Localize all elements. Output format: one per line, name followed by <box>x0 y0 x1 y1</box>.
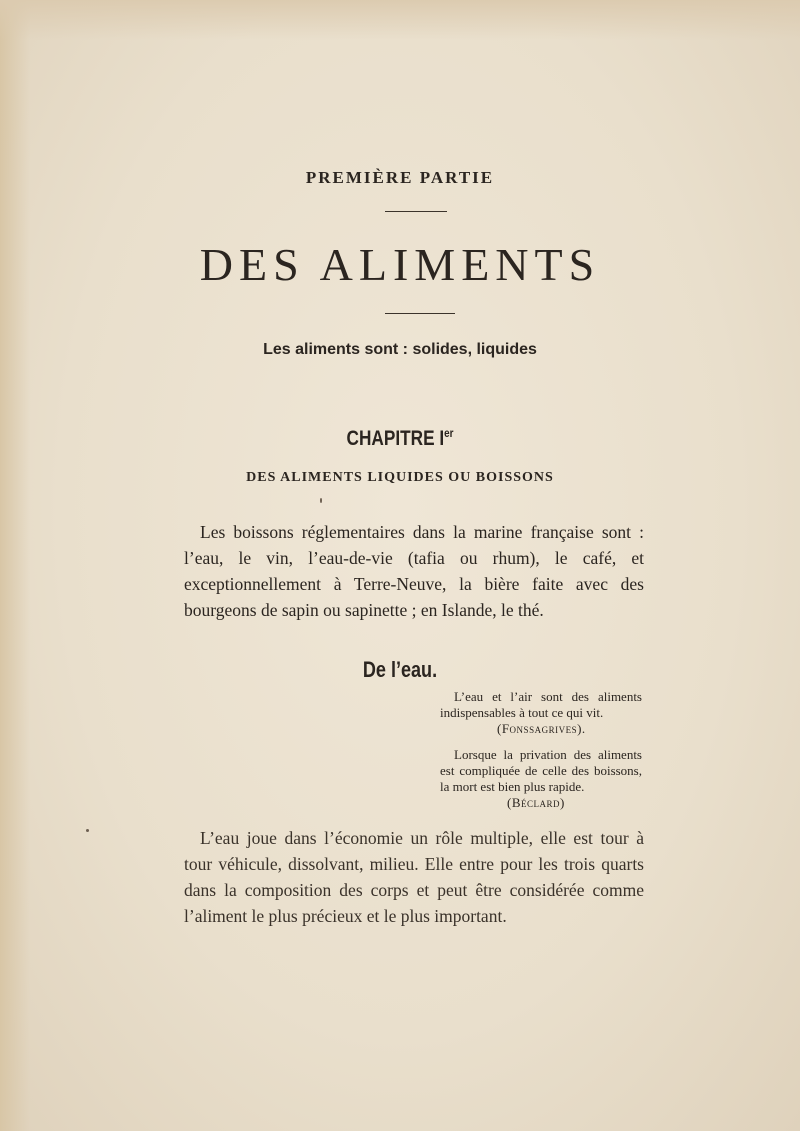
epigraph-attribution: (Béclard) <box>507 795 565 810</box>
body-paragraph: Les boissons réglementaires dans la marine française sont : l’eau, le vin, l’eau-de-vie (tafia ou rhum), le café, et exceptionnellement à Terre-Neuve, la bière faite avec des bourgeons de sapin ou sapinette ; en Islande, le thé. <box>184 522 644 620</box>
page-top-shadow <box>0 0 800 40</box>
chapter-heading <box>72 426 728 451</box>
divider-rule <box>385 313 455 314</box>
body-paragraph: L’eau joue dans l’économie un rôle multiple, elle est tour à tour véhicule, dissolvant, milieu. Elle entre pour les trois quarts dans la composition des corps et peut être considérée comme l’aliment le plus précieux et le plus important. <box>184 828 644 926</box>
main-title: DES ALIMENTS <box>199 239 601 290</box>
chapter-label: CHAPITRE I <box>346 427 445 450</box>
paper-speck <box>320 498 322 503</box>
chapter-superscript: er <box>444 426 454 440</box>
part-title: PREMIÈRE PARTIE <box>305 168 495 187</box>
subtitle: Les aliments sont : solides, liquides <box>263 341 537 358</box>
epigraph-quote: Lorsque la privation des aliments est compliquée de celle des boissons, la mort est bien plus rapide. <box>440 747 642 794</box>
section-heading: DES ALIMENTS LIQUIDES OU BOISSONS <box>246 470 554 485</box>
paper-speck <box>86 829 89 832</box>
epigraph-quote: L’eau et l’air sont des aliments indispensables à tout ce qui vit. <box>440 689 642 720</box>
subsection-heading: De l’eau. <box>362 657 438 682</box>
divider-rule <box>385 211 447 212</box>
epigraph-attribution: (Fonssagrives). <box>497 721 586 736</box>
